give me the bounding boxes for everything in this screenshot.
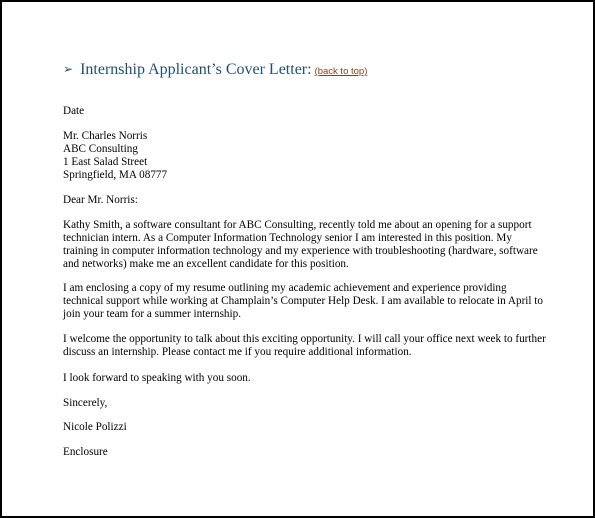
body-paragraph-3 xyxy=(63,333,568,359)
heading-title: Internship Applicant’s Cover Letter: xyxy=(80,61,312,78)
salutation: Dear Mr. Norris: xyxy=(63,194,138,206)
body-paragraph-2 xyxy=(63,282,568,321)
paragraph-line: discuss an internship. Please contact me if you require additional information. xyxy=(63,346,412,358)
recipient-company: ABC Consulting xyxy=(63,143,138,155)
arrow-right-icon: ➢ xyxy=(63,62,74,76)
recipient-city: Springfield, MA 08777 xyxy=(63,169,168,181)
paragraph-line: technical support while working at Champlain’s Computer Help Desk. I am available to relocate in April to xyxy=(63,295,544,307)
paragraph-line: and networks) make me an excellent candidate for this position. xyxy=(63,258,349,270)
body-paragraph-1 xyxy=(63,219,568,271)
paragraph-line: join your team for a summer internship. xyxy=(63,308,242,320)
letter-date: Date xyxy=(63,105,85,117)
section-heading xyxy=(63,61,367,79)
cover-letter-page xyxy=(63,2,568,516)
back-to-top-link[interactable]: (back to top) xyxy=(314,66,368,77)
recipient-street: 1 East Salad Street xyxy=(63,156,148,168)
closing-line: I look forward to speaking with you soon. xyxy=(63,372,251,384)
paragraph-line: training in computer information technology and my experience with troubleshooting (hardware, software xyxy=(63,245,538,257)
sign-off: Sincerely, xyxy=(63,397,108,409)
paragraph-line: Kathy Smith, a software consultant for ABC Consulting, recently told me about an opening for a support xyxy=(63,219,532,231)
paragraph-line: technician intern. As a Computer Information Technology senior I am interested in this position. My xyxy=(63,232,512,244)
signature-name: Nicole Polizzi xyxy=(63,421,127,433)
paragraph-line: I welcome the opportunity to talk about this exciting opportunity. I will call your office next week to further xyxy=(63,333,546,345)
paragraph-line: I am enclosing a copy of my resume outlining my academic achievement and experience providing xyxy=(63,282,507,294)
enclosure-note: Enclosure xyxy=(63,446,108,458)
recipient-name: Mr. Charles Norris xyxy=(63,130,148,142)
